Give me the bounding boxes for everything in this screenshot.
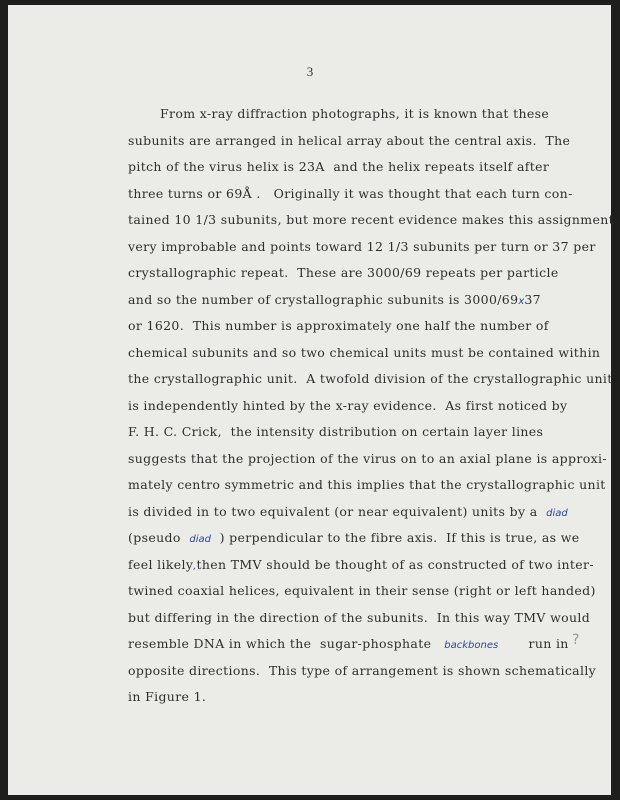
typed-text: three turns or 69Å . Originally it was thought that each turn con- <box>128 185 573 201</box>
typed-text: opposite directions. This type of arrangement is shown schematically <box>128 662 597 678</box>
typed-text: feel likely <box>128 556 194 572</box>
text-line <box>128 662 597 690</box>
typed-text: ) perpendicular to the fibre axis. If this is true, as we <box>210 530 580 545</box>
text-line <box>128 265 588 292</box>
typed-text: but differing in the direction of the subunits. In this way TMV would <box>128 609 591 625</box>
typed-text: in Figure 1. <box>128 689 207 704</box>
typed-text: run in <box>498 636 569 651</box>
page-number: 3 <box>306 64 314 79</box>
text-line <box>128 609 591 637</box>
typed-text: the crystallographic unit. A twofold division of the crystallographic unit <box>128 371 613 386</box>
text-line <box>128 689 588 716</box>
text-line <box>128 292 588 319</box>
typed-text: chemical subunits and so two chemical units must be contained within <box>128 344 601 360</box>
typed-text: subunits are arranged in helical array about the central axis. The <box>128 132 571 148</box>
text-line <box>128 450 607 478</box>
typed-text: 37 <box>524 291 541 307</box>
typed-text: pitch of the virus helix is 23A and the helix repeats itself after <box>128 159 550 174</box>
typed-text: F. H. C. Crick, the intensity distribution on certain layer lines <box>128 424 544 439</box>
typed-text: is independently hinted by the x-ray evidence. As first noticed by <box>128 397 568 413</box>
handwritten-annotation: , <box>193 560 197 572</box>
typed-text: is divided in to two equivalent (or near equivalent) units by a <box>128 503 547 519</box>
text-line <box>128 133 588 160</box>
text-line <box>128 344 601 372</box>
text-line <box>128 583 596 610</box>
text-line <box>128 504 588 531</box>
text-line <box>128 186 588 213</box>
handwritten-annotation: x <box>518 295 525 307</box>
text-line <box>128 477 606 504</box>
text-line <box>128 159 588 186</box>
typed-text: then TMV should be thought of as constructed of two inter- <box>196 556 594 572</box>
typed-text: twined coaxial helices, equivalent in their sense (right or left handed) <box>128 583 596 598</box>
body-text <box>128 106 614 716</box>
text-line <box>128 371 613 398</box>
typed-text: resemble DNA in which the sugar-phosphate <box>128 636 445 651</box>
margin-pencil-mark: ? <box>572 632 580 648</box>
typed-text: very improbable and points toward 12 1/3 subunits per turn or 37 per <box>128 238 596 254</box>
typed-text: crystallographic repeat. These are 3000/69 repeats per particle <box>128 265 559 280</box>
typed-text: mately centro symmetric and this implies that the crystallographic unit <box>128 477 606 492</box>
text-line <box>128 398 588 425</box>
text-line <box>128 636 588 663</box>
text-line <box>128 424 588 451</box>
typed-text: or 1620. This number is approximately one half the number of <box>128 318 549 333</box>
text-line <box>128 318 588 345</box>
text-line <box>128 106 588 133</box>
typed-text: suggests that the projection of the virus on to an axial plane is approxi- <box>128 450 607 466</box>
typed-text: (pseudo <box>128 530 190 545</box>
typed-text: From x-ray diffraction photographs, it is known that these <box>160 106 550 121</box>
text-line <box>128 238 596 266</box>
text-line <box>128 212 614 239</box>
handwritten-annotation: diad <box>189 534 211 545</box>
handwritten-annotation: diad <box>546 507 568 519</box>
text-line <box>128 530 588 557</box>
typed-text: and so the number of crystallographic subunits is 3000/69 <box>128 291 519 307</box>
typed-text: tained 10 1/3 subunits, but more recent evidence makes this assignment <box>128 212 614 227</box>
handwritten-annotation: backbones <box>444 640 499 651</box>
text-line <box>128 556 594 584</box>
